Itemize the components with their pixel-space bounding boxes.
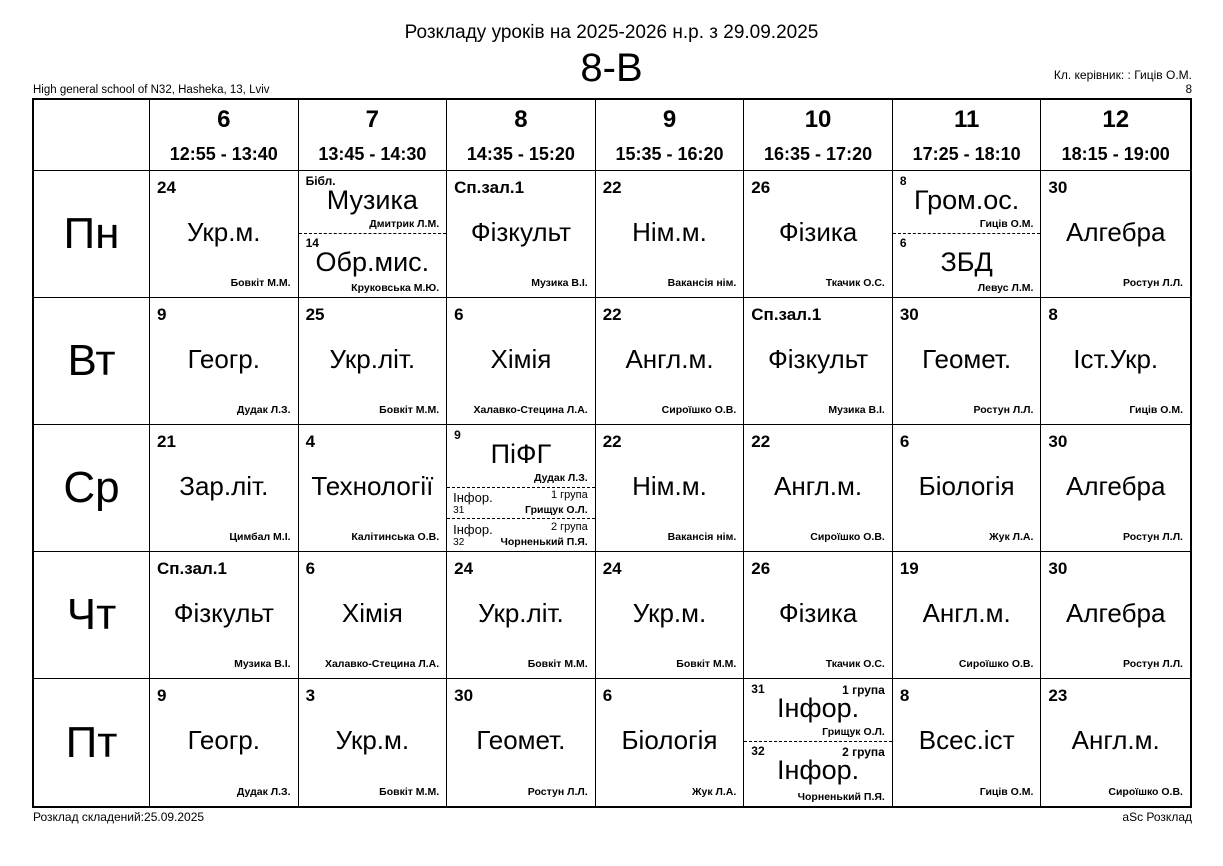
subject-name: Фізика bbox=[778, 217, 858, 247]
period-time: 15:35 - 16:20 bbox=[615, 144, 724, 164]
teacher-name: Дмитрик Л.М. bbox=[369, 218, 440, 230]
period-number: 6 bbox=[217, 106, 231, 133]
lesson-cell[interactable] bbox=[744, 425, 893, 552]
period-time: 17:25 - 18:10 bbox=[912, 144, 1021, 164]
room-number: 30 bbox=[899, 305, 919, 324]
subject-name: Англ.м. bbox=[625, 344, 714, 374]
teacher-name: Грищук О.Л. bbox=[822, 726, 885, 738]
room-number: 24 bbox=[454, 559, 474, 578]
subject-name: Укр.м. bbox=[187, 217, 261, 247]
teacher-name: Дудак Л.З. bbox=[236, 404, 291, 416]
room-number: 22 bbox=[602, 432, 622, 451]
lesson-part bbox=[893, 171, 1041, 234]
subject-name: Алгебра bbox=[1066, 598, 1166, 628]
room-number: 22 bbox=[751, 432, 771, 451]
teacher-name: Гиців О.М. bbox=[979, 218, 1034, 230]
lesson-cell[interactable] bbox=[744, 171, 893, 298]
room-number: 24 bbox=[157, 178, 176, 197]
room-number: 3 bbox=[305, 686, 316, 705]
subject-name: Алгебра bbox=[1066, 217, 1166, 247]
lesson-cell[interactable] bbox=[150, 679, 299, 806]
class-name: 8-В bbox=[580, 46, 643, 90]
day-label: Вт bbox=[34, 298, 150, 425]
lesson-cell[interactable] bbox=[744, 552, 893, 679]
period-time: 16:35 - 17:20 bbox=[764, 144, 873, 164]
teacher-name: Цимбал М.І. bbox=[229, 531, 291, 543]
lesson-cell[interactable] bbox=[893, 425, 1042, 552]
lesson-cell[interactable] bbox=[893, 679, 1042, 806]
subject-name: Англ.м. bbox=[922, 598, 1011, 628]
teacher-name: Ткачик О.С. bbox=[825, 658, 885, 670]
teacher-name: Халавко-Стецина Л.А. bbox=[324, 658, 440, 670]
teacher-name: Круковська М.Ю. bbox=[351, 282, 440, 294]
room-number: 31 bbox=[751, 682, 765, 696]
subject-name: Алгебра bbox=[1066, 471, 1166, 501]
subject-name: Біологія bbox=[918, 471, 1015, 501]
lesson-cell[interactable] bbox=[447, 171, 596, 298]
teacher-name: Бовкіт М.М. bbox=[379, 786, 440, 798]
teacher-name: Ростун Л.Л. bbox=[1123, 658, 1183, 670]
room-number: 31 bbox=[453, 505, 465, 516]
school-name: High general school of N32, Hasheka, 13, Lviv bbox=[33, 84, 270, 96]
room-number: 22 bbox=[602, 178, 622, 197]
room-number: Бібл. bbox=[305, 174, 336, 188]
lesson-cell[interactable] bbox=[596, 298, 745, 425]
teacher-name: Бовкіт М.М. bbox=[527, 658, 588, 670]
subject-name: Хімія bbox=[490, 344, 552, 374]
period-header bbox=[596, 100, 745, 171]
room-number: 8 bbox=[899, 174, 907, 188]
room-number: 32 bbox=[751, 744, 765, 758]
lesson-cell[interactable] bbox=[893, 552, 1042, 679]
teacher-name: Гиців О.М. bbox=[1129, 404, 1183, 416]
subject-name: Фізкульт bbox=[767, 344, 869, 374]
lesson-cell[interactable] bbox=[744, 298, 893, 425]
day-label: Пн bbox=[34, 171, 150, 298]
lesson-cell[interactable] bbox=[150, 171, 299, 298]
lesson-cell[interactable] bbox=[596, 425, 745, 552]
teacher-name: Калітинська О.В. bbox=[351, 531, 440, 543]
room-number: 26 bbox=[751, 178, 771, 197]
period-header bbox=[893, 100, 1042, 171]
lesson-cell[interactable] bbox=[150, 552, 299, 679]
period-time: 12:55 - 13:40 bbox=[169, 144, 278, 164]
period-time: 13:45 - 14:30 bbox=[318, 144, 427, 164]
room-number: 24 bbox=[602, 559, 622, 578]
room-number: 23 bbox=[1048, 686, 1068, 705]
lesson-cell[interactable] bbox=[1041, 425, 1190, 552]
teacher-name: Халавко-Стецина Л.А. bbox=[473, 404, 588, 416]
room-number: Сп.зал.1 bbox=[157, 559, 227, 578]
lesson-cell[interactable] bbox=[1041, 171, 1190, 298]
period-number: 7 bbox=[365, 106, 380, 133]
teacher-name: Гиців О.М. bbox=[979, 786, 1034, 798]
teacher-name: Дудак Л.З. bbox=[534, 472, 588, 484]
lesson-part bbox=[744, 679, 892, 742]
subject-name: Геомет. bbox=[922, 344, 1012, 374]
period-number: 10 bbox=[804, 106, 832, 133]
lesson-cell[interactable] bbox=[447, 425, 596, 552]
room-number: 14 bbox=[305, 236, 319, 250]
class-teacher: Кл. керівник: : Гиців О.М. bbox=[1053, 68, 1192, 82]
room-number: 6 bbox=[305, 559, 316, 578]
room-number: 4 bbox=[305, 432, 316, 451]
lesson-cell[interactable] bbox=[596, 679, 745, 806]
room-number: 21 bbox=[157, 432, 176, 451]
subject-name: Технології bbox=[311, 471, 434, 501]
period-header bbox=[299, 100, 448, 171]
period-header bbox=[1041, 100, 1190, 171]
lesson-cell[interactable] bbox=[299, 552, 448, 679]
lesson-cell[interactable] bbox=[299, 679, 448, 806]
subject-name: Всес.іст bbox=[918, 725, 1015, 755]
lesson-cell[interactable] bbox=[596, 171, 745, 298]
teacher-name: Ткачик О.С. bbox=[825, 277, 885, 289]
corner-cell bbox=[34, 100, 150, 171]
subject-name: Укр.м. bbox=[335, 725, 410, 755]
room-number: 6 bbox=[454, 305, 464, 324]
subject-name: Музика bbox=[326, 185, 418, 215]
period-number: 8 bbox=[514, 106, 528, 133]
lesson-cell[interactable] bbox=[893, 298, 1042, 425]
teacher-name: Сироїшко О.В. bbox=[661, 404, 737, 416]
room-number: 26 bbox=[751, 559, 771, 578]
teacher-name: Чорненький П.Я. bbox=[500, 536, 588, 548]
lesson-part bbox=[299, 171, 447, 234]
subject-name: Нім.м. bbox=[632, 217, 707, 247]
teacher-name: Дудак Л.З. bbox=[236, 786, 291, 798]
lesson-cell[interactable] bbox=[1041, 552, 1190, 679]
room-number: Сп.зал.1 bbox=[751, 305, 822, 324]
page-number: 8 bbox=[1185, 84, 1192, 96]
teacher-name: Музика В.І. bbox=[234, 658, 291, 670]
teacher-name: Ростун Л.Л. bbox=[527, 786, 588, 798]
subject-name: ЗБД bbox=[940, 247, 993, 277]
period-time: 18:15 - 19:00 bbox=[1061, 144, 1170, 164]
subject-name: Геомет. bbox=[476, 725, 566, 755]
period-number: 9 bbox=[662, 106, 677, 133]
subject-name: Геогр. bbox=[187, 344, 260, 374]
subject-name: Фізика bbox=[778, 598, 858, 628]
schedule-title: Розкладу уроків на 2025-2026 н.р. з 29.09.2025 bbox=[404, 22, 819, 43]
lesson-cell[interactable] bbox=[447, 298, 596, 425]
room-number: 6 bbox=[602, 686, 613, 705]
lesson-part bbox=[744, 741, 892, 806]
lesson-cell[interactable] bbox=[893, 171, 1042, 298]
lesson-cell[interactable] bbox=[299, 425, 448, 552]
teacher-name: Музика В.І. bbox=[531, 277, 588, 289]
lesson-cell[interactable] bbox=[150, 425, 299, 552]
group-label: 1 група bbox=[550, 489, 588, 501]
teacher-name: Грищук О.Л. bbox=[525, 504, 588, 516]
room-number: 30 bbox=[454, 686, 474, 705]
teacher-name: Сироїшко О.В. bbox=[958, 658, 1034, 670]
lesson-cell[interactable] bbox=[299, 171, 448, 298]
teacher-name: Бовкіт М.М. bbox=[676, 658, 737, 670]
teacher-name: Вакансія нім. bbox=[667, 531, 737, 543]
lesson-cell[interactable] bbox=[744, 679, 893, 806]
subject-name: Фізкульт bbox=[173, 598, 274, 628]
teacher-name: Ростун Л.Л. bbox=[1123, 531, 1183, 543]
teacher-name: Чорненький П.Я. bbox=[797, 791, 885, 803]
period-header bbox=[150, 100, 299, 171]
group-label: 1 група bbox=[842, 683, 885, 697]
lesson-part bbox=[893, 233, 1041, 297]
teacher-name: Сироїшко О.В. bbox=[1108, 786, 1183, 798]
group-label: 2 група bbox=[550, 521, 588, 533]
room-number: 9 bbox=[454, 428, 461, 442]
subject-name: Укр.м. bbox=[632, 598, 707, 628]
teacher-name: Сироїшко О.В. bbox=[810, 531, 885, 543]
subject-name: Укр.літ. bbox=[478, 598, 564, 628]
room-number: 30 bbox=[1048, 432, 1068, 451]
subject-name: Гром.ос. bbox=[914, 185, 1020, 215]
teacher-name: Бовкіт М.М. bbox=[379, 404, 440, 416]
teacher-name: Левус Л.М. bbox=[977, 282, 1034, 294]
room-number: 9 bbox=[157, 305, 167, 324]
room-number: Сп.зал.1 bbox=[454, 178, 525, 197]
teacher-name: Бовкіт М.М. bbox=[230, 277, 291, 289]
subject-name: Укр.літ. bbox=[329, 344, 416, 374]
lesson-mini bbox=[447, 487, 595, 519]
subject-name: Інфор. bbox=[776, 693, 860, 723]
lesson-mini bbox=[447, 519, 595, 550]
period-time: 14:35 - 15:20 bbox=[466, 144, 575, 164]
room-number: 30 bbox=[1048, 559, 1068, 578]
subject-name: Інфор. bbox=[776, 755, 860, 785]
subject-name: Англ.м. bbox=[774, 471, 863, 501]
brand-label: aSc Розклад bbox=[1122, 810, 1192, 824]
lesson-part bbox=[447, 425, 595, 488]
created-date: Розклад складений:25.09.2025 bbox=[33, 810, 205, 824]
lesson-cell[interactable] bbox=[447, 679, 596, 806]
lesson-cell[interactable] bbox=[596, 552, 745, 679]
day-label: Ср bbox=[34, 425, 150, 552]
day-label: Чт bbox=[34, 552, 150, 679]
lesson-cell[interactable] bbox=[299, 298, 448, 425]
room-number: 30 bbox=[1048, 178, 1068, 197]
period-number: 11 bbox=[953, 106, 980, 133]
lesson-cell[interactable] bbox=[1041, 679, 1190, 806]
room-number: 6 bbox=[899, 236, 907, 250]
subject-name: Обр.мис. bbox=[315, 247, 430, 277]
room-number: 19 bbox=[899, 559, 919, 578]
lesson-part bbox=[299, 233, 447, 297]
teacher-name: Ростун Л.Л. bbox=[973, 404, 1034, 416]
teacher-name: Жук Л.А. bbox=[691, 786, 737, 798]
subject-name: Біологія bbox=[621, 725, 718, 755]
lesson-cell[interactable] bbox=[447, 552, 596, 679]
lesson-cell[interactable] bbox=[1041, 298, 1190, 425]
teacher-name: Музика В.І. bbox=[828, 404, 885, 416]
day-label: Пт bbox=[34, 679, 150, 806]
subject-name: Зар.літ. bbox=[179, 471, 269, 501]
subject-name: Інфор. bbox=[453, 490, 493, 505]
timetable-grid bbox=[32, 98, 1192, 808]
room-number: 8 bbox=[899, 686, 910, 705]
subject-name: Фізкульт bbox=[470, 217, 571, 247]
subject-name: Інфор. bbox=[453, 522, 493, 537]
subject-name: Хімія bbox=[341, 598, 403, 628]
period-header bbox=[744, 100, 893, 171]
teacher-name: Жук Л.А. bbox=[989, 531, 1034, 543]
subject-name: Нім.м. bbox=[632, 471, 707, 501]
room-number: 32 bbox=[453, 537, 465, 548]
lesson-cell[interactable] bbox=[150, 298, 299, 425]
subject-name: Геогр. bbox=[187, 725, 260, 755]
room-number: 22 bbox=[602, 305, 622, 324]
period-header bbox=[447, 100, 596, 171]
group-label: 2 група bbox=[842, 745, 885, 759]
period-number: 12 bbox=[1102, 106, 1130, 133]
subject-name: ПіФГ bbox=[490, 439, 552, 469]
subject-name: Іст.Укр. bbox=[1073, 344, 1159, 374]
room-number: 25 bbox=[305, 305, 325, 324]
room-number: 8 bbox=[1048, 305, 1058, 324]
subject-name: Англ.м. bbox=[1071, 725, 1160, 755]
teacher-name: Вакансія нім. bbox=[667, 277, 737, 289]
room-number: 9 bbox=[157, 686, 167, 705]
room-number: 6 bbox=[899, 432, 910, 451]
teacher-name: Ростун Л.Л. bbox=[1123, 277, 1183, 289]
